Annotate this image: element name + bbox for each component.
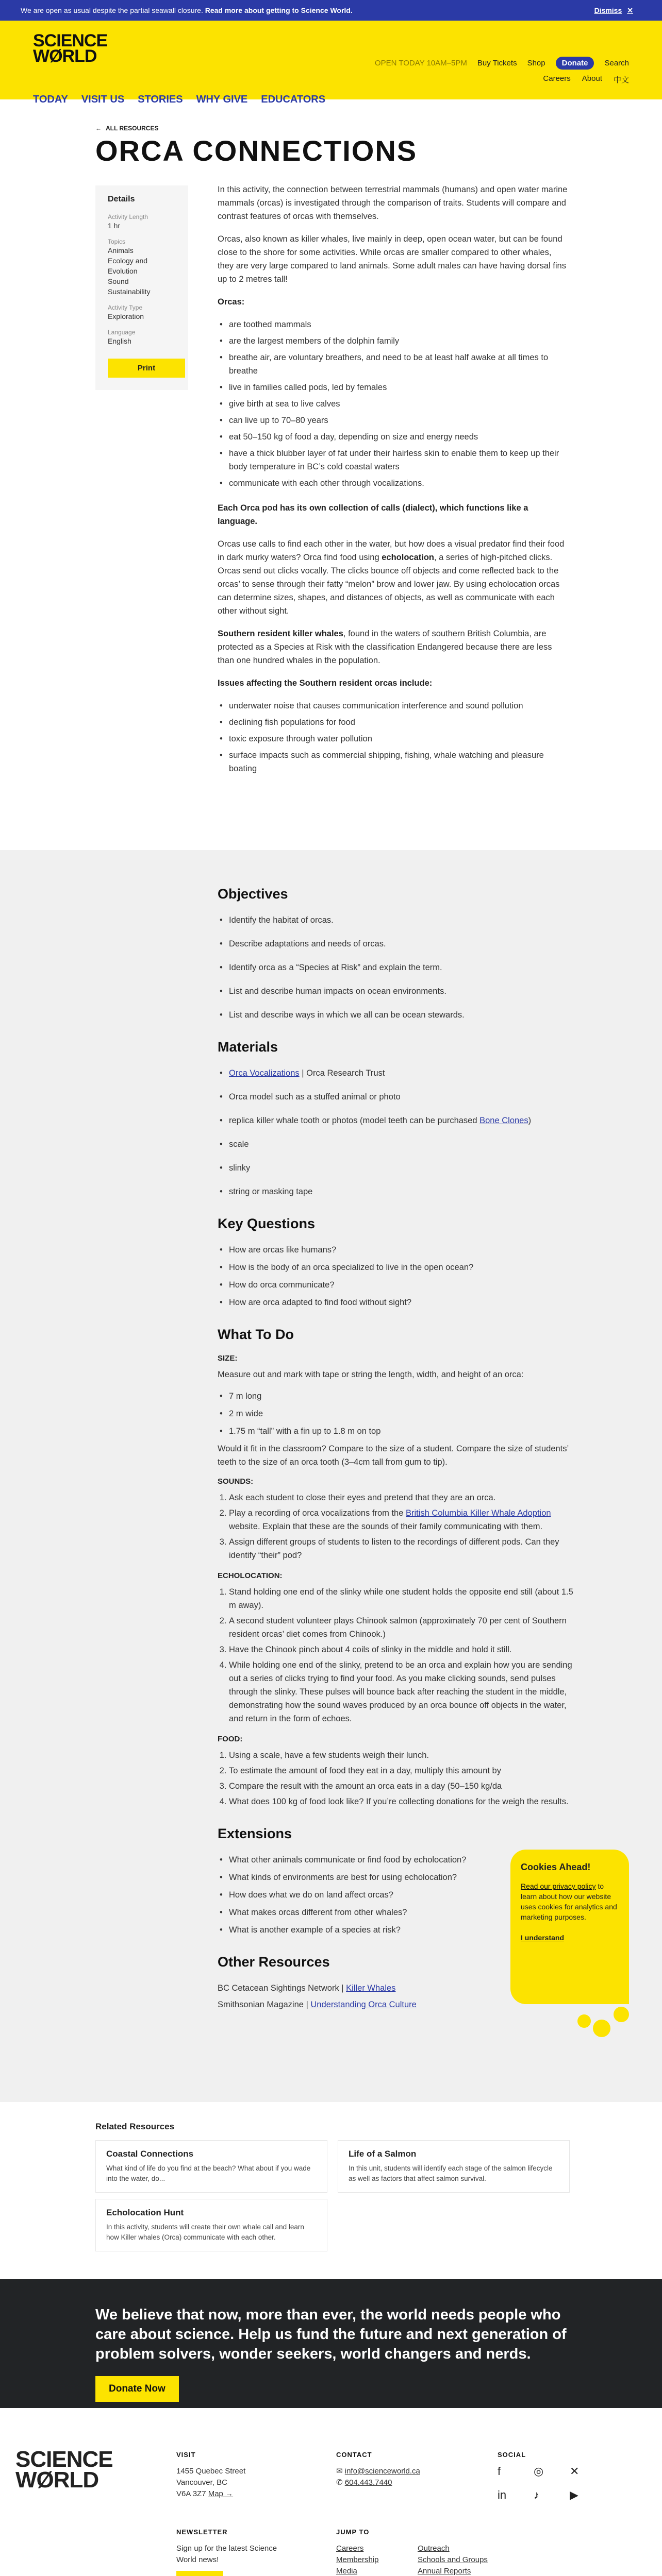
list-item: • Orca Vocalizations | Orca Research Trust [218, 1066, 578, 1080]
breadcrumb[interactable]: ← ALL RESOURCES [95, 125, 159, 132]
twitter-icon[interactable]: ✕ [570, 2465, 580, 2478]
materials-heading: Materials [218, 1039, 278, 1055]
questions-list [218, 1243, 578, 1309]
list-item: • Describe adaptations and needs of orcas. [218, 937, 578, 951]
donate-cta [0, 2279, 662, 2408]
list-item: • How do orca communicate? [218, 1278, 578, 1292]
related-card[interactable]: Life of a Salmon In this unit, students will identify each stage of the salmon lifecycle as well as factors that affect salmon survival. [338, 2140, 570, 2193]
footer-contact: CONTACT ✉ info@scienceworld.ca ✆ 604.443.7440 [336, 2451, 420, 2487]
nav-stories[interactable]: STORIES [138, 94, 183, 105]
decorative-bubble [614, 2007, 629, 2022]
footer-jump-to-2 [418, 2543, 488, 2576]
print-button[interactable]: Print [108, 359, 185, 378]
list-item: • string or masking tape [218, 1185, 578, 1198]
list-item: • What other animals communicate or find food by echolocation? [218, 1853, 578, 1867]
list-item: • List and describe ways in which we all can be ocean stewards. [218, 1008, 578, 1022]
details-heading: Details [108, 195, 135, 204]
objectives-heading: Objectives [218, 886, 288, 902]
careers-link[interactable]: Careers [543, 74, 571, 83]
echolocation-list [229, 1585, 578, 1725]
list-item: 1. Ask each student to close their eyes and pretend that they are an orca. [229, 1491, 578, 1504]
site-header [0, 21, 662, 105]
footer-social: SOCIAL [498, 2451, 526, 2459]
instagram-icon[interactable]: ◎ [534, 2465, 544, 2478]
cookie-accept-button[interactable]: I understand [521, 1934, 565, 1942]
open-today[interactable]: OPEN TODAY 10AM–5PM [374, 59, 467, 67]
privacy-policy-link[interactable]: Read our privacy policy [521, 1882, 596, 1890]
donate-button[interactable]: Donate [556, 57, 594, 70]
size-list [218, 1389, 578, 1438]
list-item: 4. What does 100 kg of food look like? If you’re collecting donations for the weigh the results. [229, 1795, 578, 1808]
utility-nav [375, 57, 629, 70]
list-item: • Identify orca as a “Species at Risk” and explain the term. [218, 961, 578, 974]
footer-visit: VISIT 1455 Quebec Street Vancouver, BC V6A 3Z7 Map → [176, 2451, 246, 2498]
social-links [498, 2465, 606, 2502]
site-footer [0, 2408, 662, 2576]
tiktok-icon[interactable]: ♪ [534, 2488, 539, 2501]
related-card[interactable]: Coastal Connections What kind of life do you find at the beach? What about if you wade into the water, do... [95, 2140, 327, 2193]
page-title: ORCA CONNECTIONS [95, 134, 418, 167]
list-item: • give birth at sea to live calves [218, 397, 568, 411]
list-item: 3. Compare the result with the amount an orca eats in a day (50–150 kg/da [229, 1780, 578, 1793]
jump-schools[interactable]: Schools and Groups [418, 2555, 488, 2564]
jump-media[interactable]: Media [336, 2567, 357, 2575]
bone-clones-link[interactable]: Bone Clones [479, 1116, 528, 1125]
jump-careers[interactable]: Careers [336, 2544, 364, 2553]
shop-link[interactable]: Shop [527, 59, 545, 67]
list-item: • are the largest members of the dolphin family [218, 334, 568, 348]
activity-section: Objectives • Identify the habitat of orcas. • Describe adaptations and needs of orcas. • Identify orca as a “Species at Risk” and explain the term. • List and describe human impacts on ocean environments. • List and describe ways in which we all can be ocean stewards. Materials • Orca Vocalizations | Orca Research Trust • Orca model such as a stuffed animal or photo • replica killer whale tooth or photos (model teeth can be purchased Bone Clones) • scale • slinky • string or masking tape Key Questions • How are orcas like humans? • How is the body of an orca specialized to live in the open ocean? • How do orca communicate? • How are orca adapted to find food without sight? What To Do SIZE: Measure out and mark with tape or string the length, width, and height of an orca: • 7 m long • 2 m wide • 1.75 m “tall” with a fin up to 1.8 m on top Would it fit in the classroom? Compare to the size of a student. Compare the size of students’ teeth to the size of an orca tooth (3–4cm tall from gum to tip). SOUNDS: 1. Ask each student to close their eyes and pretend that they are an orca. 2. Play a recording of orca vocalizations from the British Columbia Killer Whale Adoption website. Explain that these are the sounds of their family communicating with them. 3. Assign different groups of students to listen to the recordings of different pods. Can they identify “their” pod? ECHOLOCATION: 1. Stand holding one end of the slinky while one student holds the opposite end still (about 1.5 m away). 2. A second student volunteer plays Chinook salmon (approximately 70 per cent of Southern resident orcas’ diet comes from Chinook.) 3. Have the Chinook pinch about 4 coils of slinky in the middle and hold it still. 4. While holding one end of the slinky, pretend to be an orca and explain how you are sending out a series of clicks trying to find your food. As you make clicking sounds, send pulses through the slinky. These pulses will bounce back after reaching the student in the middle, demonstrating how the sound waves produced by an orca bounce off objects in the water, and return in the form of echoes. FOOD: 1. Using a scale, have a few students weigh their lunch. 2. To estimate the amount of food they eat in a day, multiply this amount by 3. Compare the result with the amount an orca eats in a day (50–150 kg/da 4. What does 100 kg of food look like? If you’re collecting donations for the weigh the results. Extensions • What other animals communicate or find food by echolocation? • What kinds of environments are best for using echolocation? • How does what we do on land affect orcas? • What makes orcas different from other whales? • What is another example of a species at risk? Other Resources BC Cetacean Sightings Network | Killer Whales Smithsonian Magazine | Understanding Orca Culture [0, 850, 662, 2102]
jump-annual-reports[interactable]: Annual Reports [418, 2567, 471, 2575]
article-body: In this activity, the connection between terrestrial mammals (humans) and open water marine mammals (orcas) is investigated through the comparison of traits. Students will compare and contrast features of orcas with themselves. Orcas, also known as killer whales, live mainly in deep, open ocean water, but can be found close to the shore for some activities. While orcas are smaller compared to other whales, they are very large compared to land animals. Some adult males can have having dorsal fins up to 2 metres tall! Orcas: • are toothed mammals • are the largest members of the dolphin family • breathe air, are voluntary breathers, and need to be at least half awake at all times to breathe • live in families called pods, led by females • give birth at sea to live calves • can live up to 70–80 years • eat 50–150 kg of food a day, depending on size and energy needs • have a thick blubber layer of fat under their hairless skin to enable them to keep up their body temperature in BC’s cold coastal waters • communicate with each other through vocalizations. Each Orca pod has its own collection of calls (dialect), which functions like a language. Orcas use calls to find each other in the water, but how does a visual predator find their food in dark murky waters? Orca find food using echolocation, a series of high-pitched clicks. Orcas send out clicks vocally. The clicks bounce off objects and come reflected back to the orcas’ to sense through their fatty “melon” brow and lower jaw. By using echolocation orcas can determine sizes, shapes, and distances of objects, as well as communicate with each other without sight. Southern resident killer whales, found in the waters of southern British Columbia, are protected as a Species at Risk with the classification Endangered because there are less than one hundred whales in the population. Issues affecting the Southern resident orcas include: • underwater noise that causes communication interference and sound pollution • declining fish populations for food • toxic exposure through water pollution • surface impacts such as commercial shipping, fishing, whale watching and pleasure boating [218, 183, 568, 787]
list-item: • How are orcas like humans? [218, 1243, 578, 1257]
list-item: • scale [218, 1138, 578, 1151]
decorative-bubble [577, 2014, 591, 2028]
cookie-title: Cookies Ahead! [521, 1862, 591, 1872]
list-item: 2. A second student volunteer plays Chinook salmon (approximately 70 per cent of Southern resident orcas’ diet comes from Chinook.) [229, 1614, 578, 1641]
orcas-list [218, 318, 568, 490]
email-icon: ✉ [336, 2467, 343, 2476]
footer-jump-to: JUMP TO Careers Membership Media [336, 2527, 389, 2576]
map-link[interactable]: Map → [208, 2489, 234, 2498]
materials-list [218, 1066, 578, 1198]
phone-icon: ✆ [336, 2478, 343, 2487]
buy-tickets-link[interactable]: Buy Tickets [477, 59, 517, 67]
jump-outreach[interactable]: Outreach [418, 2544, 450, 2553]
sounds-list [229, 1491, 578, 1562]
list-item: 2. To estimate the amount of food they eat in a day, multiply this amount by [229, 1764, 578, 1777]
phone-link[interactable]: 604.443.7440 [344, 2478, 392, 2487]
extensions-heading: Extensions [218, 1826, 292, 1841]
footer-newsletter: NEWSLETTER Sign up for the latest Science World news! [176, 2527, 279, 2576]
nav-today[interactable]: TODAY [33, 94, 68, 105]
topic: Sound [108, 277, 129, 285]
secondary-nav [543, 74, 629, 85]
list-item: • can live up to 70–80 years [218, 414, 568, 427]
subscribe-button[interactable] [176, 2571, 223, 2576]
killer-whale-adoption-link[interactable]: British Columbia Killer Whale Adoption [406, 1509, 551, 1518]
language: English [108, 337, 131, 345]
list-item: • 2 m wide [218, 1407, 578, 1420]
list-item: • toxic exposure through water pollution [218, 732, 568, 745]
science-world-logo[interactable]: SCIENCE WØRLD [33, 31, 108, 66]
list-item: • replica killer whale tooth or photos (model teeth can be purchased Bone Clones) [218, 1114, 578, 1127]
list-item: • 7 m long [218, 1389, 578, 1403]
close-icon: ✕ [627, 6, 633, 14]
list-item: • What kinds of environments are best for using echolocation? [218, 1871, 578, 1884]
list-item: • have a thick blubber layer of fat under their hairless skin to enable them to keep up their body temperature in BC’s cold coastal waters [218, 447, 568, 473]
list-item: • Identify the habitat of orcas. [218, 913, 578, 927]
other-resources-heading: Other Resources [218, 1954, 330, 1970]
dismiss-button[interactable]: Dismiss ✕ [594, 6, 633, 14]
related-resources [95, 2122, 570, 2251]
donate-now-button[interactable]: Donate Now [95, 2376, 179, 2402]
list-item: • How does what we do on land affect orcas? [218, 1888, 578, 1902]
alert-link[interactable]: Read more about getting to Science World. [205, 6, 353, 14]
list-item: • How are orca adapted to find food without sight? [218, 1296, 578, 1309]
list-item: • 1.75 m “tall” with a fin up to 1.8 m on top [218, 1425, 578, 1438]
alert-bar [0, 0, 662, 21]
list-item: • eat 50–150 kg of food a day, depending on size and energy needs [218, 430, 568, 444]
list-item: 4. While holding one end of the slinky, pretend to be an orca and explain how you are sending out a series of clicks trying to find your food. As you make clicking sounds, send pulses through the slinky. These pulses will bounce back after reaching the student in the middle, demonstrating how the sound waves produced by an orca bounce off objects in the water, and return in the form of echoes. [229, 1658, 578, 1725]
list-item: • breathe air, are voluntary breathers, and need to be at least half awake at all times to breathe [218, 351, 568, 378]
arrow-left-icon: ← [95, 125, 102, 132]
topic: Sustainability [108, 287, 151, 296]
list-item: • Orca model such as a stuffed animal or photo [218, 1090, 578, 1104]
orca-culture-link[interactable]: Understanding Orca Culture [310, 2000, 417, 2009]
list-item: • How is the body of an orca specialized to live in the open ocean? [218, 1261, 578, 1274]
list-item: • live in families called pods, led by females [218, 381, 568, 394]
list-item: • are toothed mammals [218, 318, 568, 331]
youtube-icon[interactable]: ▶ [570, 2488, 578, 2501]
main-nav [33, 94, 325, 106]
list-item: • What is another example of a species at risk? [218, 1923, 578, 1937]
list-item: • slinky [218, 1161, 578, 1175]
nav-visit-us[interactable]: VISIT US [81, 94, 125, 105]
details-panel: Details Activity Length 1 hr Topics Animals Ecology and Evolution Sound Sustainability Activity Type Exploration Language English Print [95, 185, 188, 390]
about-link[interactable]: About [582, 74, 602, 83]
nav-why-give[interactable]: WHY GIVE [196, 94, 248, 105]
alert-message: We are open as usual despite the partial seawall closure. Read more about getting to Science World. [21, 6, 353, 14]
list-item: 1. Using a scale, have a few students weigh their lunch. [229, 1749, 578, 1762]
list-item: 3. Have the Chinook pinch about 4 coils of slinky in the middle and hold it still. [229, 1643, 578, 1656]
orca-vocalizations-link[interactable]: Orca Vocalizations [229, 1069, 300, 1078]
list-item: • What makes orcas different from other whales? [218, 1906, 578, 1919]
topic: Animals [108, 246, 134, 255]
jump-membership[interactable]: Membership [336, 2555, 379, 2564]
related-heading: Related Resources [95, 2122, 175, 2131]
list-item: • declining fish populations for food [218, 716, 568, 729]
email-link[interactable]: info@scienceworld.ca [344, 2467, 420, 2476]
killer-whales-link[interactable]: Killer Whales [346, 1984, 396, 1993]
issues-list [218, 699, 568, 775]
cta-text: We believe that now, more than ever, the world needs people who care about science. Help us fund the future and next generation of problem solvers, wonder seekers, world changers and nerds. [95, 2307, 567, 2362]
decorative-bubble [593, 2020, 610, 2037]
related-card[interactable]: Echolocation Hunt In this activity, students will create their own whale call and learn how Killer whales (Orca) communicate with each other. [95, 2199, 327, 2251]
list-item: 1. Stand holding one end of the slinky while one student holds the opposite end still (about 1.5 m away). [229, 1585, 578, 1612]
nav-educators[interactable]: EDUCATORS [261, 94, 326, 105]
facebook-icon[interactable]: f [498, 2465, 501, 2478]
topic: Ecology and Evolution [108, 257, 148, 275]
activity-length: 1 hr [108, 222, 121, 230]
footer-logo[interactable]: SCIENCE WØRLD [15, 2447, 113, 2493]
objectives-list [218, 913, 578, 1022]
list-item: 2. Play a recording of orca vocalizations from the British Columbia Killer Whale Adoption website. Explain that these are the sounds of their family communicating with them. [229, 1506, 578, 1533]
language-link[interactable]: 中文 [613, 76, 629, 84]
search-link[interactable]: Search [604, 59, 629, 67]
list-item: • communicate with each other through vocalizations. [218, 477, 568, 490]
list-item: 3. Assign different groups of students to listen to the recordings of different pods. Can they identify “their” pod? [229, 1535, 578, 1562]
list-item: • underwater noise that causes communication interference and sound pollution [218, 699, 568, 713]
list-item: • List and describe human impacts on ocean environments. [218, 985, 578, 998]
what-to-do-heading: What To Do [218, 1327, 294, 1342]
food-list [229, 1749, 578, 1808]
activity-type: Exploration [108, 312, 144, 320]
key-questions-heading: Key Questions [218, 1216, 316, 1231]
cookie-banner: Cookies Ahead! Read our privacy policy to learn about how our website uses cookies for analytics and marketing purposes. I understand [510, 1850, 629, 2004]
linkedin-icon[interactable]: in [498, 2488, 507, 2501]
list-item: • surface impacts such as commercial shipping, fishing, whale watching and pleasure boating [218, 749, 568, 775]
